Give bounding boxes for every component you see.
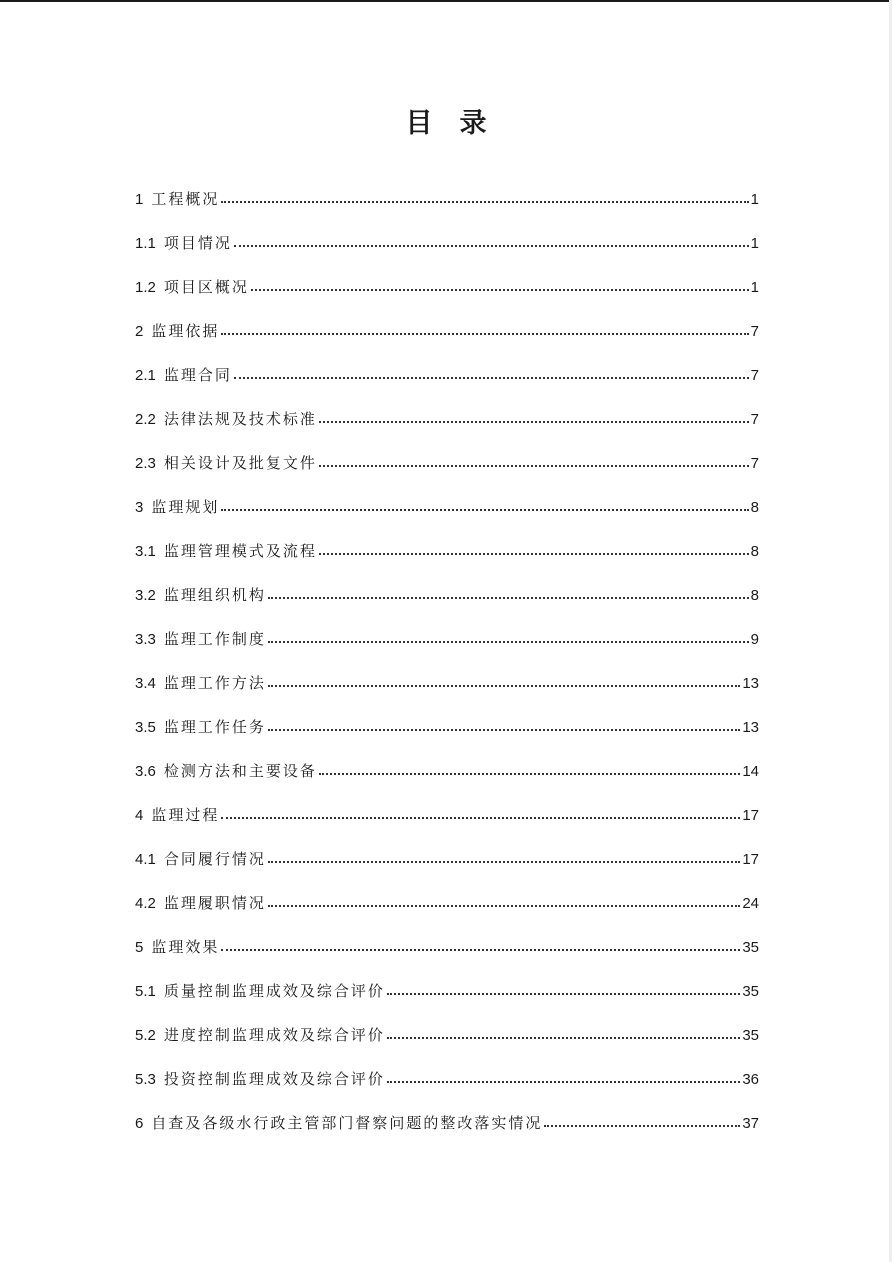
toc-entry-page: 35	[742, 983, 759, 1000]
toc-entry[interactable]	[135, 180, 759, 224]
toc-entry[interactable]	[135, 400, 759, 444]
toc-entry-title: 监理组织机构	[163, 586, 266, 604]
toc-entry-page: 9	[750, 631, 759, 648]
toc-dot-leader	[387, 1067, 740, 1083]
toc-entry-page: 1	[750, 191, 759, 208]
toc-entry-page: 24	[742, 895, 759, 912]
toc-dot-leader	[221, 495, 748, 511]
toc-entry-page: 35	[742, 1027, 759, 1044]
toc-entry-number: 2.3	[135, 455, 156, 472]
toc-entry-page: 8	[750, 499, 759, 516]
toc-entry-page: 1	[750, 279, 759, 296]
page-top-border	[0, 0, 892, 2]
toc-entry-number: 2.2	[135, 411, 156, 428]
toc-entry-number: 4	[135, 807, 144, 824]
toc-entry-number: 3.1	[135, 543, 156, 560]
toc-entry-title: 检测方法和主要设备	[163, 762, 317, 780]
toc-entry-number: 5.1	[135, 983, 156, 1000]
toc-entry-page: 17	[742, 851, 759, 868]
toc-entry-number: 2.1	[135, 367, 156, 384]
toc-dot-leader	[319, 407, 749, 423]
toc-dot-leader	[319, 759, 740, 775]
toc-entry-page: 8	[750, 543, 759, 560]
toc-entry-page: 13	[742, 675, 759, 692]
toc-entry-title: 投资控制监理成效及综合评价	[163, 1070, 385, 1088]
toc-dot-leader	[234, 231, 749, 247]
toc-entry-number: 4.2	[135, 895, 156, 912]
toc-entry-number: 3.4	[135, 675, 156, 692]
toc-entry-number: 1	[135, 191, 144, 208]
toc-entry-number: 3	[135, 499, 144, 516]
toc-entry[interactable]	[135, 708, 759, 752]
toc-dot-leader	[268, 583, 749, 599]
toc-dot-leader	[268, 847, 740, 863]
toc-dot-leader	[319, 451, 749, 467]
toc-dot-leader	[268, 715, 740, 731]
toc-entry-number: 3.6	[135, 763, 156, 780]
toc-entry-number: 3.5	[135, 719, 156, 736]
toc-entry-page: 7	[750, 455, 759, 472]
toc-entry-title: 监理履职情况	[163, 894, 266, 912]
toc-entry[interactable]	[135, 1060, 759, 1104]
toc-dot-leader	[544, 1111, 740, 1127]
toc-entry-title: 法律法规及技术标准	[163, 410, 317, 428]
toc-entry-title: 监理效果	[151, 938, 220, 956]
toc-dot-leader	[221, 319, 748, 335]
toc-dot-leader	[221, 187, 748, 203]
toc-entry-title: 监理过程	[151, 806, 220, 824]
toc-entry-title: 监理规划	[151, 498, 220, 516]
toc-entry-page: 7	[750, 323, 759, 340]
toc-dot-leader	[268, 671, 740, 687]
toc-entry-title: 项目情况	[163, 234, 232, 252]
toc-entry-page: 37	[742, 1115, 759, 1132]
toc-entry[interactable]	[135, 972, 759, 1016]
toc-entry-number: 2	[135, 323, 144, 340]
toc-entry-title: 监理依据	[151, 322, 220, 340]
toc-entry-page: 36	[742, 1071, 759, 1088]
toc-entry-number: 5.3	[135, 1071, 156, 1088]
toc-entry-number: 4.1	[135, 851, 156, 868]
toc-entry-title: 工程概况	[151, 190, 220, 208]
toc-entry-title: 合同履行情况	[163, 850, 266, 868]
toc-entry-title: 监理工作任务	[163, 718, 266, 736]
toc-dot-leader	[221, 803, 740, 819]
toc-entry-page: 17	[742, 807, 759, 824]
toc-entry[interactable]	[135, 884, 759, 928]
toc-entry-page: 13	[742, 719, 759, 736]
toc-dot-leader	[234, 363, 749, 379]
toc-entry-title: 相关设计及批复文件	[163, 454, 317, 472]
toc-entry-title: 自查及各级水行政主管部门督察问题的整改落实情况	[151, 1114, 543, 1132]
toc-entry[interactable]	[135, 928, 759, 972]
toc-entry-title: 监理工作制度	[163, 630, 266, 648]
toc-entry-number: 1.1	[135, 235, 156, 252]
toc-entry[interactable]	[135, 224, 759, 268]
toc-entry[interactable]	[135, 1016, 759, 1060]
toc-entry[interactable]	[135, 620, 759, 664]
toc-entry[interactable]	[135, 488, 759, 532]
toc-entry[interactable]	[135, 576, 759, 620]
toc-entry[interactable]	[135, 840, 759, 884]
toc-entry[interactable]	[135, 268, 759, 312]
toc-entry[interactable]	[135, 532, 759, 576]
toc-entry[interactable]	[135, 444, 759, 488]
toc-entry-number: 3.3	[135, 631, 156, 648]
toc-entry[interactable]	[135, 312, 759, 356]
toc-entry[interactable]	[135, 752, 759, 796]
toc-entry-number: 6	[135, 1115, 144, 1132]
toc-entry-page: 7	[750, 411, 759, 428]
table-of-contents	[135, 180, 759, 1148]
toc-entry-number: 1.2	[135, 279, 156, 296]
toc-dot-leader	[319, 539, 749, 555]
toc-entry-title: 进度控制监理成效及综合评价	[163, 1026, 385, 1044]
toc-entry-number: 5	[135, 939, 144, 956]
toc-entry-title: 监理管理模式及流程	[163, 542, 317, 560]
toc-entry[interactable]	[135, 664, 759, 708]
toc-dot-leader	[387, 1023, 740, 1039]
toc-entry-page: 8	[750, 587, 759, 604]
toc-entry[interactable]	[135, 1104, 759, 1148]
toc-dot-leader	[221, 935, 740, 951]
toc-entry-number: 5.2	[135, 1027, 156, 1044]
toc-entry-page: 35	[742, 939, 759, 956]
toc-entry-number: 3.2	[135, 587, 156, 604]
toc-entry-title: 质量控制监理成效及综合评价	[163, 982, 385, 1000]
toc-dot-leader	[251, 275, 749, 291]
toc-entry-title: 监理工作方法	[163, 674, 266, 692]
toc-entry-page: 14	[742, 763, 759, 780]
toc-entry-title: 监理合同	[163, 366, 232, 384]
toc-entry-title: 项目区概况	[163, 278, 249, 296]
toc-dot-leader	[268, 891, 740, 907]
page-title: 目 录	[405, 108, 487, 139]
toc-entry-page: 1	[750, 235, 759, 252]
toc-entry-page: 7	[750, 367, 759, 384]
toc-entry[interactable]	[135, 796, 759, 840]
toc-dot-leader	[387, 979, 740, 995]
toc-entry[interactable]	[135, 356, 759, 400]
toc-dot-leader	[268, 627, 749, 643]
